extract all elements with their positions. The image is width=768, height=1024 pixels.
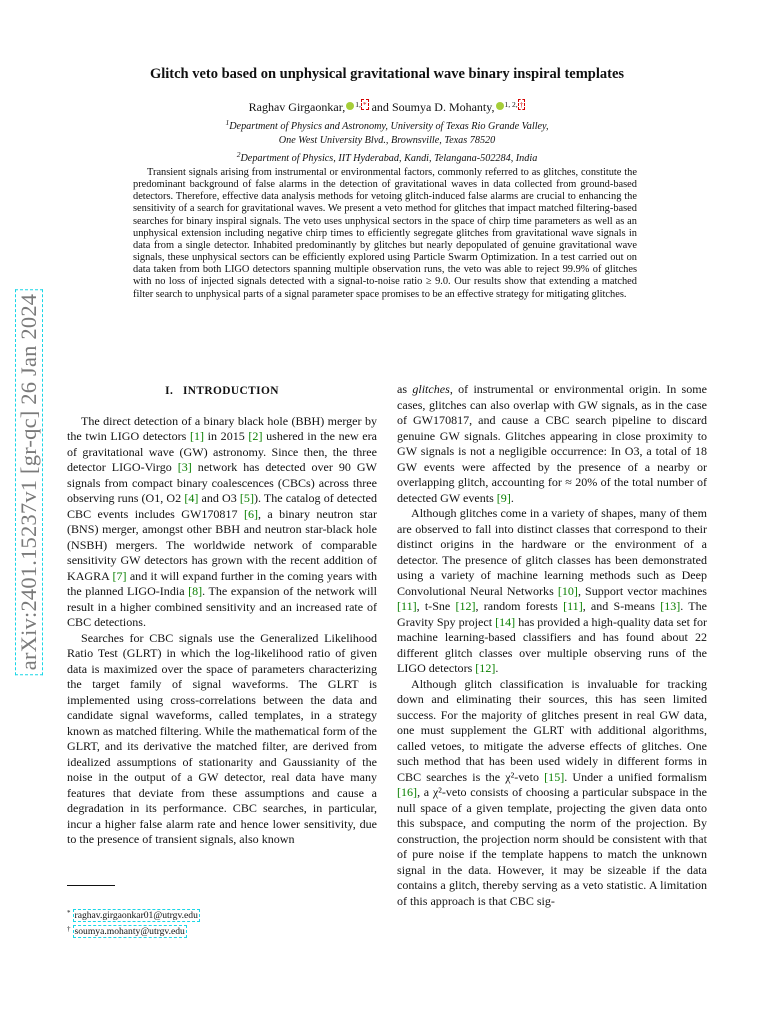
body-text: ). The catalog of detected CBC events includes GW170817 xyxy=(67,491,378,521)
body-text: in 2015 xyxy=(204,429,249,443)
email-link[interactable]: raghav.girgaonkar01@utrgv.edu xyxy=(74,910,198,921)
affiliation-line xyxy=(60,116,714,134)
citation-link[interactable]: [2] xyxy=(248,429,263,443)
body-text: . The Gravity Spy project xyxy=(397,599,708,629)
citation-link[interactable]: [1] xyxy=(189,429,205,443)
citation-link[interactable]: [6] xyxy=(243,506,258,521)
section-heading xyxy=(67,384,377,400)
citation-link[interactable]: [4] xyxy=(184,491,199,505)
abstract: Transient signals arising from instrumental or environmental factors, commonly referred to as glitches, constitute the predominant background of false alarms in the detection of gravitational waves in data collected from ground-based detectors. Therefore, effective data analysis methods for vetoing glitch-induced false alarms are crucial to enhancing the sensitivity of a search for gravitational waves. We present a veto method for glitches that impact matched filtering-based searches for binary inspiral signals. The veto uses unphysical sectors in the space of chirp time parameters as well as an unphysical extension including negative chirp times to efficiently segregate glitches from gravitational wave signals in data from a single detector. Inhabited predominantly by glitches but nearly depopulated of genuine gravitational wave signals, these unphysical sectors can be efficiently explored using Particle Swarm Optimization. In a test carried out on data taken from both LIGO detectors spanning multiple observation runs, the veto was able to reject 99.9% of glitches with no loss of injected signals detected with a signal-to-noise ratio ≥ 9.0. Our results show that extending a matched filter search to unphysical parts of a signal parameter space promises to be an effective strategy for mitigating glitches. xyxy=(133,167,637,300)
section-number: I. xyxy=(165,385,174,397)
citation-link[interactable]: [3] xyxy=(177,460,192,474)
body-text: , a χ²-veto consists of choosing a particular subspace in the null space of a given template, projecting the given data onto this subspace, and computing the norm of the projection. By construction, the projection norm should be consistent with that of pure noise if the template happens to match the unknown signal in the data. However, it may be sizeable if the data contains a glitch, thereby serving as a veto statistic. A limitation of this approach is that CBC sig- xyxy=(397,785,707,908)
arxiv-stamp-text: arXiv:2401.15237v1 [gr-qc] 26 Jan 2024 xyxy=(15,289,43,675)
citation-link[interactable]: [12] xyxy=(455,599,476,613)
footnote-divider xyxy=(67,885,115,886)
citation-link[interactable]: [14] xyxy=(495,614,516,629)
emphasis-text: glitches xyxy=(412,382,450,396)
citation-link[interactable]: [16] xyxy=(397,785,418,799)
body-text: , Support vector machines xyxy=(577,583,707,598)
paper-title: Glitch veto based on unphysical gravitational wave binary inspiral templates xyxy=(149,66,625,82)
body-text: Although glitches come in a variety of shapes, many of them are observed to fall into distinct classes that correspond to their distinct origins in the hardware or the environment of a detector. The presence of glitch classes has been demonstrated using a variety of machine learning methods such as Deep Convolutional Neural Networks xyxy=(397,506,707,598)
body-text: . xyxy=(495,661,499,675)
footnote-mark: * xyxy=(67,909,71,917)
body-text: has provided a high-quality data set for machine learning-based classifiers and has found about 22 different glitch classes over multiple observing runs of the LIGO detectors xyxy=(397,614,707,675)
body-text: The direct detection of a binary black hole (BBH) merger by the twin LIGO detectors xyxy=(67,413,377,443)
body-text: , of instrumental or environmental origin. In some cases, glitches can also overlap with GW signals, as in the case of GW170817, and cause a CBC search pipeline to discard genuine GW signals. Glitches appearing in close proximity to GW signals is not a negligible occurrence: In O3, a total of 18 GW events were affected by the presence of a nearby or overlapping glitch, accounting for ≈ 20% of the total number of detected GW events xyxy=(397,382,707,505)
citation-link[interactable]: [10] xyxy=(557,583,578,598)
affiliation-text: One West University Blvd., Brownsville, Texas 78520 xyxy=(278,135,496,147)
affiliation-marker: 1, xyxy=(355,100,361,109)
footnote-mark: † xyxy=(67,924,71,933)
paragraph xyxy=(397,382,707,506)
author-name: Raghav Girgaonkar, xyxy=(248,100,346,114)
author-list xyxy=(60,96,714,116)
citation-link[interactable]: [5] xyxy=(239,491,254,505)
affiliation-number: 1 xyxy=(225,118,230,127)
body-text: , a binary neutron star (BNS) merger, amongst other BBH and neutron star-black hole (NSBH) mergers. The worldwide network of comparable sensitivity GW detectors has grown with the recent addition of KAGRA xyxy=(67,506,377,583)
author-name: Soumya D. Mohanty, xyxy=(391,100,495,114)
citation-link[interactable]: [11] xyxy=(563,599,583,613)
citation-link[interactable]: [9] xyxy=(496,490,511,505)
email-link[interactable]: soumya.mohanty@utrgv.edu xyxy=(74,925,185,937)
affiliation-line xyxy=(60,134,714,148)
body-text: . Under a unified formalism xyxy=(564,769,707,784)
affiliation-number: 2 xyxy=(236,150,241,160)
right-column xyxy=(397,382,707,909)
citation-link[interactable]: [11] xyxy=(397,599,417,613)
body-text: ushered in the new era of gravitational wave (GW) astronomy. Since then, the three detector LIGO-Virgo xyxy=(67,429,378,474)
body-text: . The expansion of the network will result in a higher combined sensitivity and an increased rate of CBC detections. xyxy=(67,584,377,629)
orcid-icon[interactable] xyxy=(496,102,504,110)
paragraph xyxy=(397,506,707,677)
affiliation-marker: 1, 2, xyxy=(504,100,518,109)
affiliation-text: Department of Physics, IIT Hyderabad, Kandi, Telangana-502284, India xyxy=(240,153,538,165)
citation-link[interactable]: [7] xyxy=(112,568,127,583)
footnote-marker[interactable]: † xyxy=(519,100,524,109)
left-column xyxy=(67,380,377,848)
footnote-marker[interactable]: * xyxy=(362,100,367,109)
affiliation-text: Department of Physics and Astronomy, University of Texas Rio Grande Valley, xyxy=(229,121,549,132)
citation-link[interactable]: [15] xyxy=(544,769,565,784)
footnotes xyxy=(67,907,367,938)
citation-link[interactable]: [12] xyxy=(475,661,496,675)
footnote xyxy=(67,923,367,939)
section-title: INTRODUCTION xyxy=(182,385,279,397)
citation-link[interactable]: [13] xyxy=(660,599,681,613)
body-text: and O3 xyxy=(198,491,240,505)
body-text: and it will expand further in the coming years with the planned LIGO-India xyxy=(67,568,377,598)
affiliation-line xyxy=(60,148,714,166)
body-text: Although glitch classification is invaluable for tracking down and eliminating their sources, this has seen limited success. For the majority of glitches present in real GW data, one must supplement the GLRT with additional algorithms, called vetoes, to mitigate the adverse effects of glitches. One such method that has been used widely in different forms in CBC searches is the χ²-veto xyxy=(397,676,707,784)
author-conjunction: and xyxy=(368,100,392,114)
citation-link[interactable]: [8] xyxy=(188,584,203,598)
paragraph xyxy=(397,677,707,910)
body-text: . xyxy=(510,490,514,505)
paragraph: Searches for CBC signals use the Generalized Likelihood Ratio Test (GLRT) in which the log-likelihood ratio of given data is maximized over the space of parameters characterizing the target family of signal waveforms. The GLRT is implemented using cross-correlations between the data and candidate signal waveforms, called templates, in a strategy known as matched filtering. While the mathematical form of the GLRT, and its derivative the matched filter, are derived from idealized assumptions of stationarity and Gaussianity of the noise in the output of a GW detector, real data have many features that deviate from these assumptions and cause a degradation in its performance. CBC searches, in particular, incur a higher false alarm rate and hence lower sensitivity, due to the presence of transient signals, also known xyxy=(67,630,377,846)
body-text: , and S-means xyxy=(582,599,661,613)
body-text: as xyxy=(397,382,413,396)
arxiv-identifier-stamp[interactable] xyxy=(12,258,46,706)
body-text: network has detected over 90 GW signals from compact binary coalescences (CBCs) across three observing runs (O1, O2 xyxy=(67,460,377,505)
body-text: , random forests xyxy=(475,599,564,613)
orcid-icon[interactable] xyxy=(346,102,354,110)
footnote xyxy=(67,907,367,923)
paragraph xyxy=(67,414,377,631)
affiliations xyxy=(60,116,714,167)
body-text: , t-Sne xyxy=(416,599,456,613)
